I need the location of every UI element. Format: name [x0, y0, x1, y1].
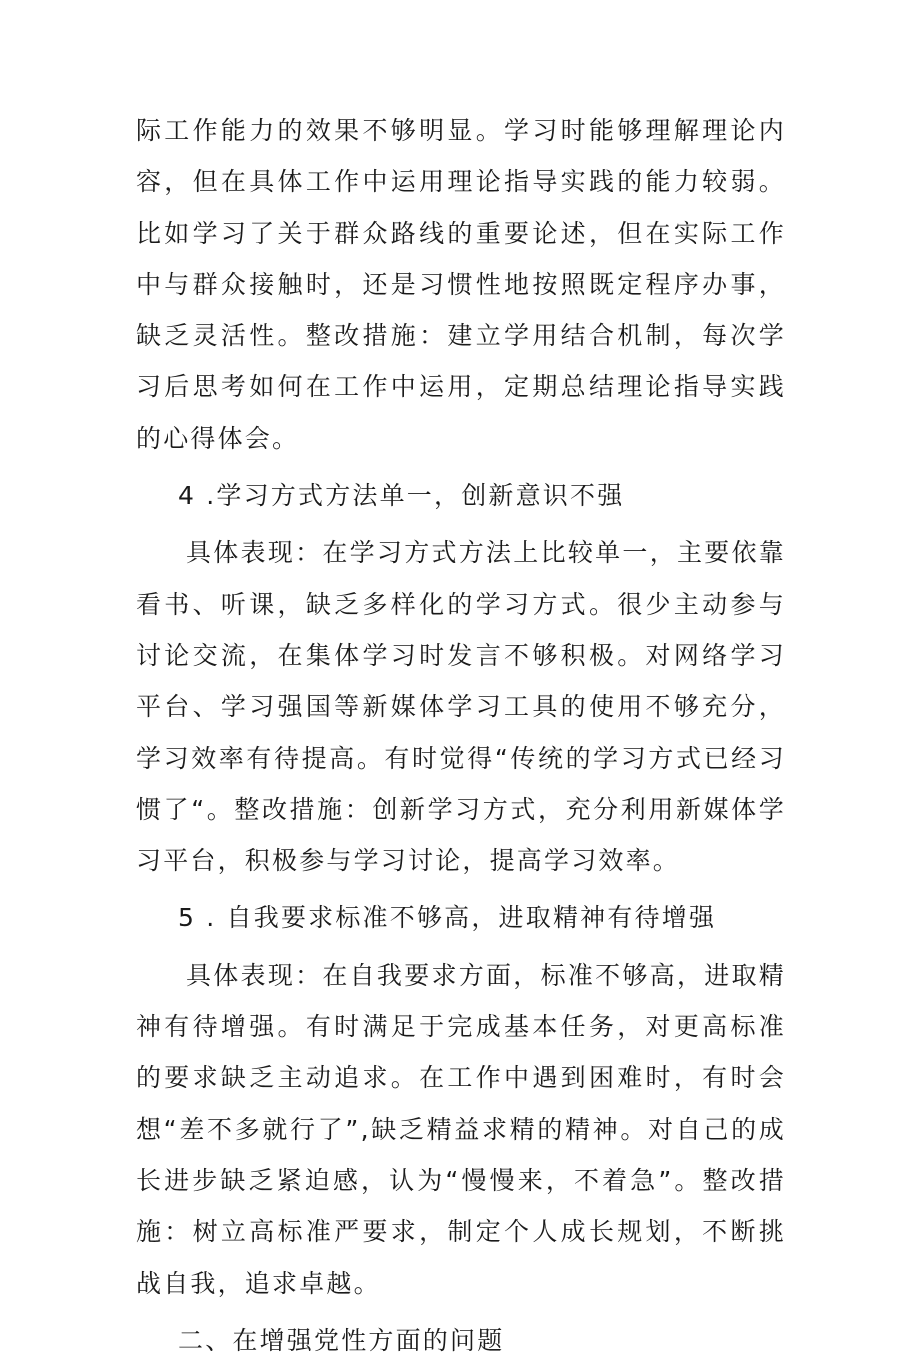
paragraph-continued: 际工作能力的效果不够明显。学习时能够理解理论内容，但在具体工作中运用理论指导实践的能力较弱。比如学习了关于群众路线的重要论述，但在实际工作中与群众接触时，还是习惯性地按照既定程序办事，缺乏灵活性。整改措施：建立学用结合机制，每次学习后思考如何在工作中运用，定期总结理论指导实践的心得体会。: [136, 116, 786, 453]
paragraph-body: 具体表现：在自我要求方面，标准不够高，进取精神有待增强。有时满足于完成基本任务，对更高标准的要求缺乏主动追求。在工作中遇到困难时，有时会想“差不多就行了”,缺乏精益求精的精神。对自己的成长进步缺乏紧迫感，认为“慢慢来，不着急”。整改措施：树立高标准严要求，制定个人成长规划，不断挑战自我，追求卓越。: [136, 960, 786, 1298]
section-heading-4: 4 .学习方式方法单一，创新意识不强: [178, 481, 625, 511]
paragraph-body: 具体表现：在学习方式方法上比较单一，主要依靠看书、听课，缺乏多样化的学习方式。很少主动参与讨论交流，在集体学习时发言不够积极。对网络学习平台、学习强国等新媒体学习工具的使用不够充分，学习效率有待提高。有时觉得“传统的学习方式已经习惯了“。整改措施：创新学习方式，充分利用新媒体学习平台，积极参与学习讨论，提高学习效率。: [136, 538, 786, 876]
chapter-heading-2: 二、在增强党性方面的问题: [178, 1325, 505, 1355]
document-body: [136, 105, 786, 1372]
section-heading-5: 5 . 自我要求标准不够高，进取精神有待增强: [178, 903, 717, 933]
